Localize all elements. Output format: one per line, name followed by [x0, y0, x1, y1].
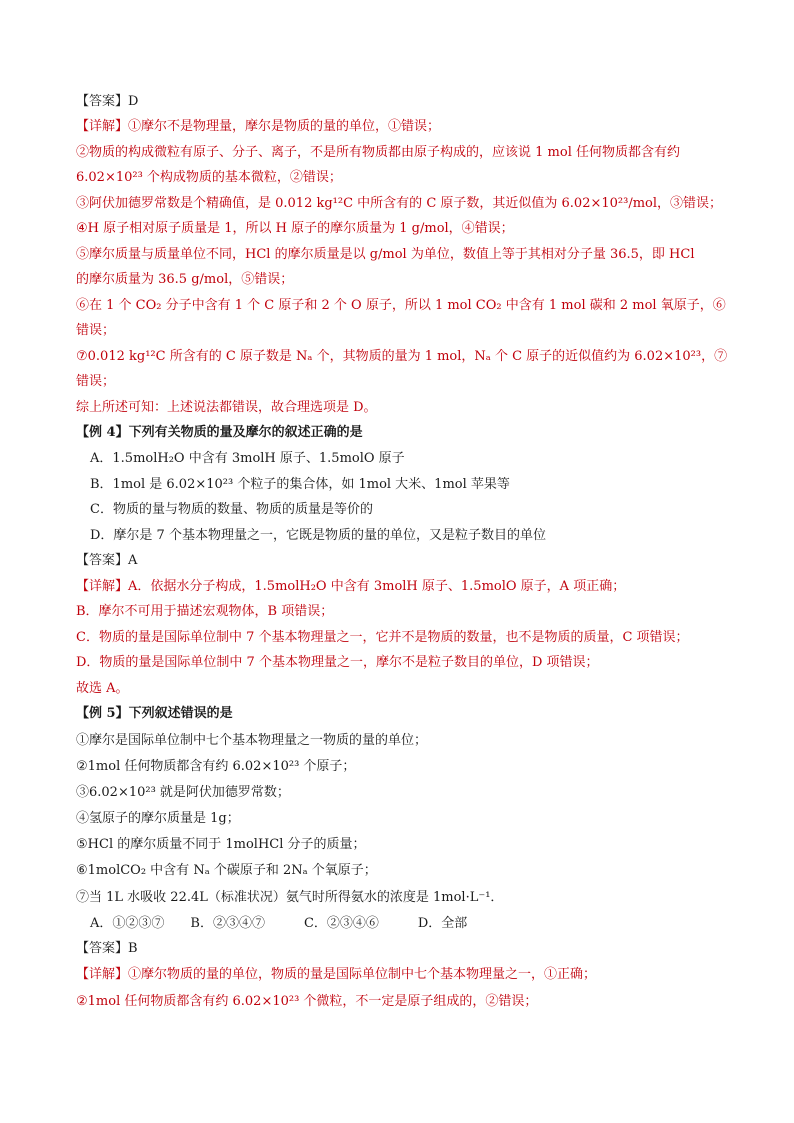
text-line: D．物质的量是国际单位制中 7 个基本物理量之一，摩尔不是粒子数目的单位，D 项错误； — [76, 655, 599, 670]
text-line: B．1mol 是 6.02×10²³ 个粒子的集合体，如 1mol 大米、1mol 苹果等 — [90, 477, 510, 492]
text-line: 错误； — [76, 374, 116, 389]
text-line: A．1.5molH₂O 中含有 3molH 原子、1.5molO 原子 — [90, 451, 405, 466]
text-line: ③6.02×10²³ 就是阿伏加德罗常数； — [76, 785, 290, 800]
text-line: ④H 原子相对原子质量是 1，所以 H 原子的摩尔质量为 1 g/mol，④错误； — [76, 221, 514, 236]
text-line: A．①②③⑦ B．②③④⑦ C．②③④⑥ D．全部 — [90, 916, 468, 931]
text-line: ①摩尔是国际单位制中七个基本物理量之一物质的量的单位； — [76, 733, 428, 748]
text-line: C．物质的量与物质的数量、物质的质量是等价的 — [90, 502, 373, 517]
text-line: ④氢原子的摩尔质量是 1g； — [76, 811, 240, 826]
text-line: 错误； — [76, 323, 116, 338]
text-line: ⑤摩尔质量与质量单位不同，HCl 的摩尔质量是以 g/mol 为单位，数值上等于其相对分子量 36.5，即 HCl — [76, 247, 695, 262]
text-line: ②1mol 任何物质都含有约 6.02×10²³ 个微粒，不一定是原子组成的，②错误； — [76, 994, 538, 1009]
text-line: 【答案】A — [76, 553, 138, 568]
text-line: 【详解】①摩尔物质的量的单位，物质的量是国际单位制中七个基本物理量之一，①正确； — [76, 967, 597, 982]
text-line: 故选 A。 — [76, 681, 129, 696]
text-line: D．摩尔是 7 个基本物理量之一，它既是物质的量的单位，又是粒子数目的单位 — [90, 528, 546, 543]
text-line: 【答案】B — [76, 941, 138, 956]
text-line: 【例 5】下列叙述错误的是 — [76, 706, 233, 721]
text-line: C．物质的量是国际单位制中 7 个基本物理量之一，它并不是物质的数量，也不是物质的质量，C 项错误； — [76, 630, 689, 645]
text-line: 【详解】①摩尔不是物理量，摩尔是物质的量的单位，①错误； — [76, 119, 441, 134]
text-line: ②1mol 任何物质都含有约 6.02×10²³ 个原子； — [76, 759, 356, 774]
text-line: ⑥在 1 个 CO₂ 分子中含有 1 个 C 原子和 2 个 O 原子，所以 1 mol CO₂ 中含有 1 mol 碳和 2 mol 氧原子，⑥ — [76, 298, 726, 313]
text-line: ③阿伏加德罗常数是个精确值，是 0.012 kg¹²C 中所含有的 C 原子数，其近似值为 6.02×10²³/mol，③错误； — [76, 196, 723, 211]
text-line: 【详解】A．依据水分子构成，1.5molH₂O 中含有 3molH 原子、1.5molO 原子，A 项正确； — [76, 579, 626, 594]
text-line: 的摩尔质量为 36.5 g/mol，⑤错误； — [76, 272, 294, 287]
text-line: 6.02×10²³ 个构成物质的基本微粒，②错误； — [76, 170, 342, 185]
text-line: ⑥1molCO₂ 中含有 Nₐ 个碳原子和 2Nₐ 个氧原子； — [76, 863, 377, 878]
text-line: ⑦当 1L 水吸收 22.4L（标准状况）氨气时所得氨水的浓度是 1mol·L⁻¹． — [76, 890, 504, 905]
text-line: 综上所述可知：上述说法都错误，故合理选项是 D。 — [76, 400, 377, 415]
text-line: 【答案】D — [76, 94, 139, 109]
text-line: ②物质的构成微粒有原子、分子、离子，不是所有物质都由原子构成的，应该说 1 mol 任何物质都含有约 — [76, 145, 680, 160]
text-line: ⑦0.012 kg¹²C 所含有的 C 原子数是 Nₐ 个，其物质的量为 1 mol，Nₐ 个 C 原子的近似值约为 6.02×10²³，⑦ — [76, 349, 728, 364]
text-line: 【例 4】下列有关物质的量及摩尔的叙述正确的是 — [76, 425, 363, 440]
text-line: ⑤HCl 的摩尔质量不同于 1molHCl 分子的质量； — [76, 837, 366, 852]
text-line: B．摩尔不可用于描述宏观物体，B 项错误； — [76, 604, 334, 619]
